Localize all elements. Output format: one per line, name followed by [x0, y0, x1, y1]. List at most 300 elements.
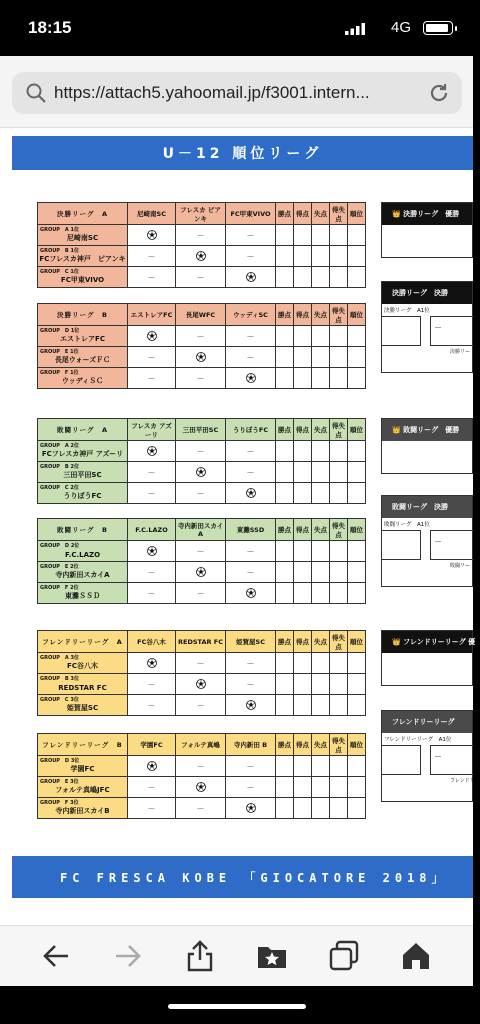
- table-row: [38, 225, 366, 246]
- stat-cell: [312, 267, 330, 288]
- stat-cell: [294, 225, 312, 246]
- league-name: フレンドリーリーグ B: [38, 734, 128, 756]
- stat-cell: [330, 462, 348, 483]
- team-row-label: [38, 246, 128, 267]
- stat-cell: [348, 653, 366, 674]
- team-row-label: [38, 756, 128, 777]
- stat-cell: [348, 695, 366, 716]
- match-cell: [176, 653, 226, 674]
- self-match-cell: [226, 483, 276, 504]
- group-rank: GROUP A 1位: [40, 227, 80, 233]
- stat-cell: [330, 583, 348, 604]
- team-header: フレスカ アズーリ: [128, 419, 176, 441]
- self-match-cell: [176, 347, 226, 368]
- stat-header: 得失点: [330, 304, 348, 326]
- stat-cell: [294, 441, 312, 462]
- table-row: [38, 462, 366, 483]
- team-header: うりぼうFC: [226, 419, 276, 441]
- group-rank: GROUP C 3位: [40, 697, 79, 703]
- team-row-label: [38, 462, 128, 483]
- stat-cell: [348, 326, 366, 347]
- stat-cell: [294, 326, 312, 347]
- soccer-ball-icon: [196, 467, 206, 477]
- team-name: FCフレスカ神戸 アズーリ: [41, 450, 124, 458]
- soccer-ball-icon: [196, 352, 206, 362]
- stat-header: 得失点: [330, 631, 348, 653]
- team-name: 寺内新田スカイA: [55, 571, 110, 579]
- stat-cell: [294, 583, 312, 604]
- team-row-label: [38, 347, 128, 368]
- result-dash: －: [147, 373, 156, 383]
- stat-cell: [276, 441, 294, 462]
- result-dash: －: [147, 352, 156, 362]
- match-cell: [128, 368, 176, 389]
- table-row: [38, 674, 366, 695]
- status-bar: [0, 0, 473, 56]
- soccer-ball-icon: [196, 567, 206, 577]
- stat-header: 得点: [294, 631, 312, 653]
- group-rank: GROUP D 2位: [40, 543, 80, 549]
- panel-title: 👑 敗闘リーグ 優勝: [382, 419, 472, 441]
- stat-header: 得失点: [330, 734, 348, 756]
- stat-cell: [330, 756, 348, 777]
- team-header: 寺内新田 B: [226, 734, 276, 756]
- soccer-ball-icon: [147, 446, 157, 456]
- stat-cell: [276, 798, 294, 819]
- result-dash: －: [196, 488, 205, 498]
- stat-header: 失点: [312, 734, 330, 756]
- league-table: [37, 202, 366, 288]
- team-name: ウッディＳＣ: [61, 377, 104, 385]
- stat-cell: [276, 483, 294, 504]
- result-dash: －: [246, 230, 255, 240]
- stat-cell: [312, 347, 330, 368]
- match-cell: [226, 246, 276, 267]
- group-rank: GROUP D 3位: [40, 758, 80, 764]
- team-header: エストレアFC: [128, 304, 176, 326]
- stat-header: 得失点: [330, 203, 348, 225]
- stat-cell: [348, 541, 366, 562]
- league-name: 敗闘リーグ B: [38, 519, 128, 541]
- match-cell: [176, 225, 226, 246]
- stat-cell: [294, 674, 312, 695]
- stat-header: 得点: [294, 419, 312, 441]
- stat-cell: [348, 756, 366, 777]
- panel-subtitle: 決勝リーグ A1位: [384, 308, 430, 314]
- team-name: 長尾ウォーズＦＣ: [54, 356, 111, 364]
- stat-cell: [330, 483, 348, 504]
- stat-cell: [276, 541, 294, 562]
- stat-header: 順位: [348, 631, 366, 653]
- group-rank: GROUP F 1位: [40, 370, 79, 376]
- team-row-label: [38, 653, 128, 674]
- soccer-ball-icon: [147, 761, 157, 771]
- result-dash: －: [147, 803, 156, 813]
- stat-cell: [330, 267, 348, 288]
- team-header: ウッディSC: [226, 304, 276, 326]
- stat-cell: [330, 368, 348, 389]
- match-cell: [226, 756, 276, 777]
- stat-cell: [276, 756, 294, 777]
- stat-cell: [330, 798, 348, 819]
- group-rank: GROUP B 1位: [40, 248, 79, 254]
- match-cell: [128, 562, 176, 583]
- team-header: REDSTAR FC: [176, 631, 226, 653]
- result-dash: －: [147, 679, 156, 689]
- team-row-label: [38, 441, 128, 462]
- team-row-label: [38, 674, 128, 695]
- team-name: FC甲東VIVO: [60, 276, 105, 284]
- match-cell: [128, 674, 176, 695]
- team-header: 長尾WFC: [176, 304, 226, 326]
- document-view[interactable]: [0, 128, 480, 925]
- bracket-panel: [381, 710, 480, 802]
- table-row: [38, 246, 366, 267]
- soccer-ball-icon: [196, 251, 206, 261]
- stat-cell: [312, 695, 330, 716]
- stat-header: 勝点: [276, 631, 294, 653]
- soccer-ball-icon: [246, 803, 256, 813]
- stat-header: 失点: [312, 631, 330, 653]
- back-icon[interactable]: [38, 938, 74, 974]
- stat-header: 得点: [294, 203, 312, 225]
- stat-cell: [294, 347, 312, 368]
- result-dash: －: [196, 446, 205, 456]
- group-rank: GROUP E 2位: [40, 564, 79, 570]
- team-header: 東灘SSD: [226, 519, 276, 541]
- soccer-ball-icon: [196, 782, 206, 792]
- result-dash: －: [196, 331, 205, 341]
- stat-cell: [330, 347, 348, 368]
- team-row-label: [38, 798, 128, 819]
- stat-cell: [348, 674, 366, 695]
- stat-cell: [348, 441, 366, 462]
- team-header: 尼崎南SC: [128, 203, 176, 225]
- result-dash: －: [246, 446, 255, 456]
- group-rank: GROUP A 2位: [40, 443, 80, 449]
- panel-title: 👑 決勝リーグ 優勝: [382, 203, 472, 225]
- team-header: 三田平田SC: [176, 419, 226, 441]
- match-cell: [128, 462, 176, 483]
- self-match-cell: [128, 541, 176, 562]
- bracket-slot: [381, 530, 421, 560]
- self-match-cell: [226, 368, 276, 389]
- address-bar[interactable]: [12, 72, 462, 114]
- league-table: [37, 303, 366, 389]
- stat-header: 得点: [294, 734, 312, 756]
- match-cell: [226, 541, 276, 562]
- team-header: F.C.LAZO: [128, 519, 176, 541]
- match-cell: [128, 583, 176, 604]
- stat-header: 得失点: [330, 519, 348, 541]
- stat-cell: [294, 246, 312, 267]
- match-cell: [176, 441, 226, 462]
- soccer-ball-icon: [147, 658, 157, 668]
- stat-cell: [276, 347, 294, 368]
- team-row-label: [38, 326, 128, 347]
- team-row-label: [38, 695, 128, 716]
- stat-header: 得点: [294, 519, 312, 541]
- team-header: フォルテ真嶋: [176, 734, 226, 756]
- result-dash: －: [147, 251, 156, 261]
- table-row: [38, 541, 366, 562]
- home-indicator: [0, 986, 473, 1024]
- self-match-cell: [176, 246, 226, 267]
- team-name: FC谷八木: [67, 662, 98, 670]
- table-row: [38, 483, 366, 504]
- result-dash: －: [147, 782, 156, 792]
- table-row: [38, 347, 366, 368]
- stat-cell: [312, 326, 330, 347]
- network-type: 4G: [390, 19, 411, 36]
- match-cell: [128, 347, 176, 368]
- team-header: フレスカ ピアンキ: [176, 203, 226, 225]
- group-rank: GROUP E 3位: [40, 779, 79, 785]
- result-dash: －: [147, 588, 156, 598]
- url-text[interactable]: https://attach5.yahoomail.jp/f3001.intern...: [54, 83, 370, 102]
- result-dash: －: [196, 761, 205, 771]
- footer-banner: FC FRESCA KOBE 「GIOCATORE 2018」: [12, 856, 473, 898]
- bracket-panel: [381, 202, 473, 258]
- share-icon[interactable]: [182, 938, 218, 974]
- result-dash: －: [246, 761, 255, 771]
- stat-cell: [348, 246, 366, 267]
- self-match-cell: [128, 225, 176, 246]
- result-dash: －: [246, 352, 255, 362]
- table-row: [38, 777, 366, 798]
- team-row-label: [38, 368, 128, 389]
- stat-cell: [276, 583, 294, 604]
- match-cell: [176, 368, 226, 389]
- stat-header: 順位: [348, 519, 366, 541]
- stat-cell: [294, 267, 312, 288]
- home-icon[interactable]: [398, 938, 434, 974]
- match-cell: [226, 326, 276, 347]
- result-dash: －: [246, 567, 255, 577]
- group-rank: GROUP D 1位: [40, 328, 80, 334]
- match-cell: [226, 462, 276, 483]
- stat-cell: [348, 562, 366, 583]
- team-name: FCフレスカ神戸 ピアンキ: [39, 255, 126, 263]
- self-match-cell: [176, 562, 226, 583]
- match-cell: [128, 483, 176, 504]
- result-dash: －: [246, 782, 255, 792]
- stat-header: 勝点: [276, 203, 294, 225]
- match-cell: [176, 267, 226, 288]
- stat-cell: [330, 674, 348, 695]
- stat-cell: [276, 674, 294, 695]
- result-dash: －: [147, 467, 156, 477]
- self-match-cell: [226, 583, 276, 604]
- group-rank: GROUP C 1位: [40, 269, 79, 275]
- team-name: 寺内新田スカイB: [55, 807, 110, 815]
- stat-cell: [312, 541, 330, 562]
- panel-title: フレンドリーリーグ: [382, 711, 472, 733]
- group-rank: GROUP B 3位: [40, 676, 79, 682]
- match-cell: [128, 798, 176, 819]
- stat-cell: [348, 267, 366, 288]
- team-row-label: [38, 267, 128, 288]
- table-row: [38, 583, 366, 604]
- stat-header: 勝点: [276, 419, 294, 441]
- result-dash: －: [196, 700, 205, 710]
- result-dash: －: [246, 251, 255, 261]
- search-icon: [26, 83, 46, 103]
- table-row: [38, 368, 366, 389]
- stat-cell: [330, 653, 348, 674]
- group-rank: GROUP F 3位: [40, 800, 79, 806]
- match-cell: [226, 653, 276, 674]
- match-cell: [176, 695, 226, 716]
- team-row-label: [38, 562, 128, 583]
- soccer-ball-icon: [147, 331, 157, 341]
- stat-cell: [276, 695, 294, 716]
- self-match-cell: [176, 777, 226, 798]
- stat-cell: [276, 462, 294, 483]
- battery-icon: [423, 21, 453, 35]
- stat-header: 失点: [312, 519, 330, 541]
- table-row: [38, 653, 366, 674]
- result-dash: －: [196, 803, 205, 813]
- soccer-ball-icon: [246, 272, 256, 282]
- bracket-slot: [381, 316, 421, 346]
- team-name: 東灘ＳＳＤ: [65, 592, 100, 600]
- stat-header: 失点: [312, 419, 330, 441]
- team-name: エストレアFC: [60, 335, 105, 343]
- result-dash: －: [246, 658, 255, 668]
- stat-cell: [330, 777, 348, 798]
- self-match-cell: [128, 653, 176, 674]
- self-match-cell: [226, 267, 276, 288]
- stat-cell: [294, 541, 312, 562]
- soccer-ball-icon: [246, 700, 256, 710]
- stat-cell: [276, 368, 294, 389]
- stat-cell: [312, 483, 330, 504]
- result-dash: －: [246, 331, 255, 341]
- bracket-panel: [381, 418, 473, 474]
- league-name: 決勝リーグ B: [38, 304, 128, 326]
- stat-cell: [330, 326, 348, 347]
- stat-cell: [312, 562, 330, 583]
- bracket-dash: －: [434, 752, 442, 761]
- panel-subtitle-2: 敗闘リー: [450, 563, 471, 569]
- stat-header: 勝点: [276, 304, 294, 326]
- match-cell: [176, 583, 226, 604]
- forward-icon[interactable]: [110, 938, 146, 974]
- result-dash: －: [246, 679, 255, 689]
- league-table: [37, 418, 366, 504]
- stat-cell: [294, 483, 312, 504]
- stat-cell: [294, 695, 312, 716]
- result-dash: －: [147, 700, 156, 710]
- tabs-icon[interactable]: [326, 938, 362, 974]
- match-cell: [226, 777, 276, 798]
- stat-header: 失点: [312, 304, 330, 326]
- team-row-label: [38, 583, 128, 604]
- match-cell: [226, 225, 276, 246]
- result-dash: －: [147, 567, 156, 577]
- stat-header: 失点: [312, 203, 330, 225]
- stat-cell: [294, 756, 312, 777]
- panel-subtitle: 敗闘リーグ A1位: [384, 522, 430, 528]
- stat-cell: [330, 695, 348, 716]
- stat-cell: [348, 798, 366, 819]
- stat-cell: [330, 225, 348, 246]
- team-row-label: [38, 541, 128, 562]
- stat-cell: [276, 562, 294, 583]
- stat-cell: [276, 653, 294, 674]
- match-cell: [176, 756, 226, 777]
- browser-toolbar: [0, 56, 473, 128]
- match-cell: [226, 441, 276, 462]
- team-name: うりぼうFC: [63, 492, 102, 500]
- status-time: 18:15: [28, 18, 72, 37]
- table-row: [38, 695, 366, 716]
- stat-cell: [312, 798, 330, 819]
- league-name: フレンドリーリーグ A: [38, 631, 128, 653]
- team-header: 学園FC: [128, 734, 176, 756]
- panel-title: 決勝リーグ 決勝: [382, 282, 472, 304]
- panel-title: 👑 フレンドリーリーグ 優: [382, 631, 472, 653]
- match-cell: [128, 267, 176, 288]
- stat-header: 順位: [348, 304, 366, 326]
- soccer-ball-icon: [246, 373, 256, 383]
- reload-icon[interactable]: [428, 82, 450, 104]
- soccer-ball-icon: [246, 588, 256, 598]
- self-match-cell: [128, 441, 176, 462]
- match-cell: [226, 347, 276, 368]
- result-dash: －: [196, 373, 205, 383]
- stat-cell: [312, 441, 330, 462]
- stat-cell: [294, 653, 312, 674]
- stat-cell: [276, 777, 294, 798]
- team-name: 学園FC: [70, 765, 95, 773]
- team-row-label: [38, 483, 128, 504]
- table-row: [38, 756, 366, 777]
- match-cell: [176, 326, 226, 347]
- result-dash: －: [147, 488, 156, 498]
- stat-cell: [348, 483, 366, 504]
- stat-header: 順位: [348, 203, 366, 225]
- group-rank: GROUP A 3位: [40, 655, 80, 661]
- stat-cell: [294, 798, 312, 819]
- soccer-ball-icon: [147, 546, 157, 556]
- stat-cell: [348, 368, 366, 389]
- page-title: U－12 順位リーグ: [12, 136, 473, 170]
- league-name: 決勝リーグ A: [38, 203, 128, 225]
- result-dash: －: [196, 546, 205, 556]
- league-table: [37, 630, 366, 716]
- stat-cell: [276, 225, 294, 246]
- browser-bottom-bar: [0, 925, 473, 986]
- stat-cell: [294, 462, 312, 483]
- stat-header: 勝点: [276, 519, 294, 541]
- stat-header: 得点: [294, 304, 312, 326]
- bookmarks-icon[interactable]: [254, 938, 290, 974]
- match-cell: [128, 246, 176, 267]
- stat-cell: [276, 326, 294, 347]
- group-rank: GROUP E 1位: [40, 349, 79, 355]
- panel-subtitle-2: 決勝リー: [450, 349, 471, 355]
- table-row: [38, 441, 366, 462]
- stat-cell: [348, 583, 366, 604]
- match-cell: [128, 777, 176, 798]
- stat-cell: [294, 368, 312, 389]
- group-rank: GROUP F 2位: [40, 585, 79, 591]
- team-header: FC谷八木: [128, 631, 176, 653]
- stat-cell: [312, 462, 330, 483]
- stat-header: 順位: [348, 419, 366, 441]
